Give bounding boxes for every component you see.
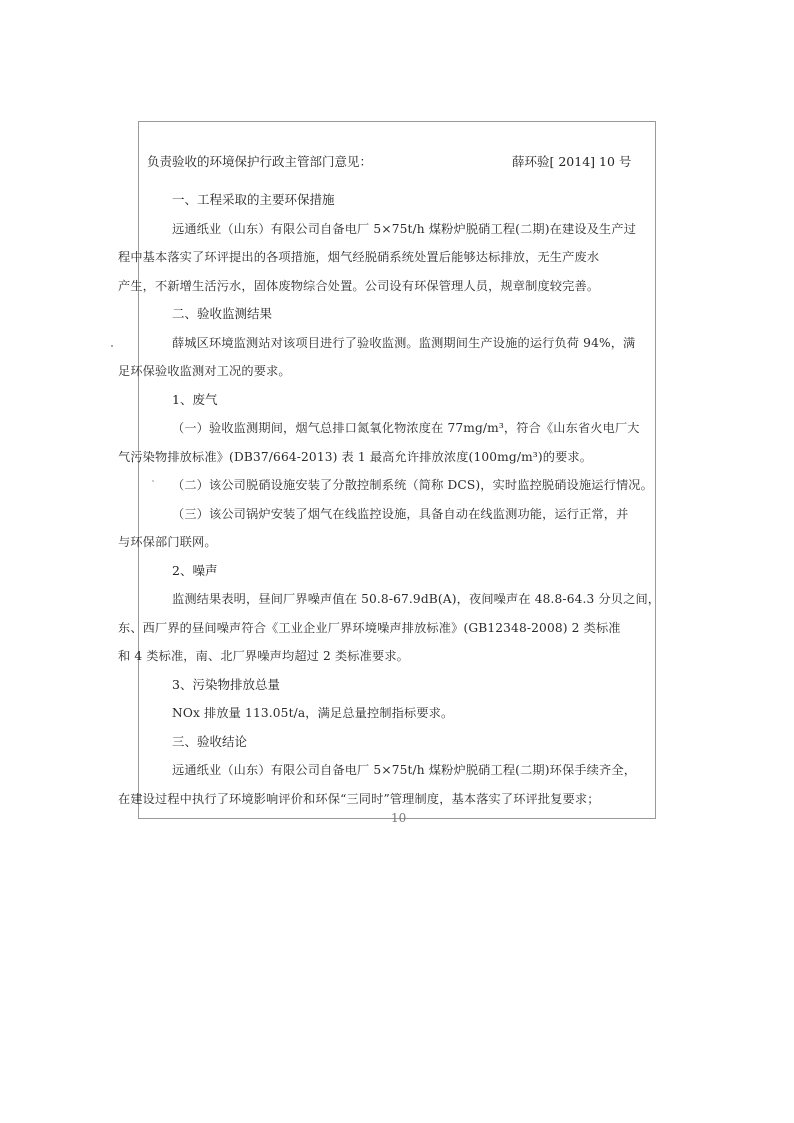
page-number-text: 10: [391, 811, 407, 825]
paragraph-line: 东、西厂界的昼间噪声符合《工业企业厂界环境噪声排放标准》(GB12348-2008) 2 类标准: [118, 620, 621, 635]
paragraph: [118, 585, 661, 671]
section-heading: 三、验收结论: [172, 733, 248, 749]
paragraph-line: 监测结果表明，昼间厂界噪声值在 50.8-67.9dB(A)，夜间噪声在 48.8-64.3 分贝之间，: [172, 592, 661, 606]
paragraph: [118, 215, 653, 301]
paragraph-line: 远通纸业（山东）有限公司自备电厂 5×75t/h 煤粉炉脱硝工程(二期)环保手续齐全，: [172, 763, 637, 777]
section-heading: 一、工程采取的主要环保措施: [172, 192, 335, 207]
authority-opinion-title: 负责验收的环境保护行政主管部门意见：: [147, 154, 373, 169]
subsection-heading: 3、污染物排放总量: [172, 676, 280, 692]
paragraph-line: 产生，不新增生活污水，固体废物综合处置。公司设有环保管理人员，规章制度较完善。: [118, 278, 600, 293]
paragraph-line: 程中基本落实了环评提出的各项措施，烟气经脱硝系统处置后能够达标排放，无生产废水: [118, 250, 600, 264]
opinion-body: [118, 186, 661, 813]
paragraph-line: 与环保部门联网。: [118, 535, 217, 549]
subsection-heading: 2、噪声: [172, 562, 218, 578]
paragraph-line: 和 4 类标准，南、北厂界噪声均超过 2 类标准要求。: [118, 649, 409, 663]
opinion-box: [118, 121, 661, 819]
page-number: [391, 811, 407, 825]
document-number: 薛环验[ 2014] 10 号: [512, 154, 632, 169]
subsection-heading: 1、废气: [172, 391, 218, 407]
paragraph-line: 足环保验收监测对工况的要求。: [118, 364, 291, 378]
paragraph: [145, 471, 653, 500]
paragraph: [145, 699, 653, 728]
paragraph: [118, 756, 653, 813]
section-heading: 二、验收监测结果: [172, 306, 273, 321]
paragraph-line: NOx 排放量 113.05t/a，满足总量控制指标要求。: [172, 706, 454, 720]
paragraph: [118, 414, 653, 471]
paragraph-line: 远通纸业（山东）有限公司自备电厂 5×75t/h 煤粉炉脱硝工程(二期)在建设及生产过: [172, 221, 637, 236]
paragraph: [118, 329, 653, 386]
paragraph-line: （一）验收监测期间，烟气总排口氮氧化物浓度在 77mg/m³，符合《山东省火电厂大: [172, 421, 640, 435]
paragraph-line: 薛城区环境监测站对该项目进行了验收监测。监测期间生产设施的运行负荷 94%，满: [172, 335, 636, 350]
paragraph-line: 气污染物排放标准》(DB37/664-2013) 表 1 最高允许排放浓度(100mg/m³)的要求。: [118, 449, 593, 464]
scan-speck: [111, 345, 113, 347]
paragraph-line: （三）该公司锅炉安装了烟气在线监控设施，具备自动在线监测功能，运行正常，并: [172, 506, 629, 521]
opinion-header: [147, 152, 647, 172]
paragraph: [118, 500, 653, 557]
paragraph-line: （二）该公司脱硝设施安装了分散控制系统（简称 DCS)，实时监控脱硝设施运行情况。: [172, 478, 653, 492]
paragraph-line: 在建设过程中执行了环境影响评价和环保“三同时”管理制度，基本落实了环评批复要求；: [118, 791, 600, 806]
